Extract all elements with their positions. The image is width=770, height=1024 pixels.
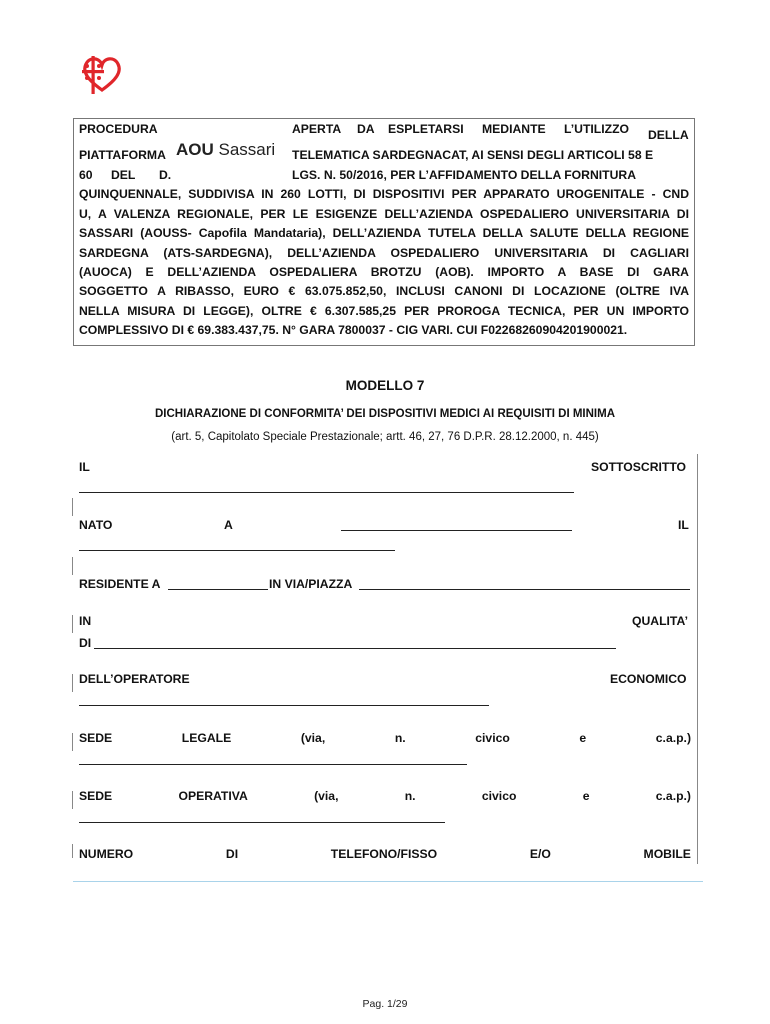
label-qualita: QUALITA’	[632, 614, 688, 628]
registered-office-field[interactable]	[79, 764, 467, 765]
sede-operativa-row	[79, 789, 691, 803]
label-in-via: IN VIA/PIAZZA	[269, 577, 353, 591]
birthdate-field[interactable]	[79, 550, 395, 551]
procedure-line: COMPLESSIVO DI € 69.383.437,75. N° GARA 7800037 - CIG VARI. CUI F02268260904201900021.	[79, 323, 628, 337]
label-sottoscritto: SOTTOSCRITTO	[591, 460, 687, 474]
procedure-text: DELLA	[648, 128, 689, 142]
label-di: DI	[225, 847, 239, 861]
procedure-text: D.	[159, 168, 172, 182]
procedure-text: DA	[357, 122, 375, 136]
procedure-text: MEDIANTE	[482, 122, 546, 136]
label-n: n.	[404, 789, 416, 803]
label-nato: NATO	[79, 518, 113, 532]
model-title: MODELLO 7	[345, 378, 425, 393]
label-numero: NUMERO	[79, 847, 134, 861]
label-legale: LEGALE	[181, 731, 232, 745]
label-civico: civico	[475, 731, 510, 745]
label-via: (via,	[314, 789, 339, 803]
label-sede: SEDE	[79, 731, 113, 745]
label-operatore: DELL’OPERATORE	[79, 672, 190, 686]
operator-field[interactable]	[79, 705, 489, 706]
label-sede: SEDE	[79, 789, 113, 803]
operating-office-field[interactable]	[79, 822, 445, 823]
label-e: e	[582, 789, 590, 803]
label-eo: E/O	[529, 847, 551, 861]
declaration-note: (art. 5, Capitolato Speciale Prestazionale; artt. 46, 27, 76 D.P.R. 28.12.2000, n. 445)	[171, 431, 599, 443]
procedure-line: (AUOCA) E DELL’AZIENDA OSPEDALIERA BROTZU (AOB). IMPORTO A BASE DI GARA	[79, 265, 689, 279]
procedure-line: SASSARI (AOUSS- Capofila Mandataria), DELL’AZIENDA TUTELA DELLA SALUTE DELLA REGIONE	[79, 226, 689, 240]
procedure-line: NELLA MISURA DI LEGGE), OLTRE € 6.307.585,25 PER PROROGA TECNICA, PER UN IMPORTO	[79, 304, 689, 318]
label-economico: ECONOMICO	[610, 672, 687, 686]
label-n: n.	[394, 731, 406, 745]
label-e: e	[579, 731, 587, 745]
label-cap: c.a.p.)	[655, 731, 691, 745]
procedure-text: L’UTILIZZO	[564, 122, 629, 136]
procedure-text: ESPLETARSI	[388, 122, 464, 136]
procedure-text: APERTA	[292, 122, 342, 136]
residence-field[interactable]	[168, 589, 268, 590]
declaration-title: DICHIARAZIONE DI CONFORMITA’ DEI DISPOSITIVI MEDICI AI REQUISITI DI MINIMA	[154, 408, 616, 420]
label-a: A	[224, 518, 233, 532]
role-field[interactable]	[94, 648, 616, 649]
procedure-line: QUINQUENNALE, SUDDIVISA IN 260 LOTTI, DI DISPOSITIVI PER APPARATO UROGENITALE - CND	[79, 187, 689, 201]
name-field[interactable]	[79, 492, 574, 493]
hospital-heart-cross-icon	[80, 52, 128, 96]
label-di: DI	[79, 636, 92, 650]
page-number: Pag. 1/29	[362, 998, 408, 1010]
procedure-text: 60	[79, 168, 93, 182]
label-via: (via,	[300, 731, 326, 745]
procedure-line: U, A VALENZA REGIONALE, PER LE ESIGENZE DELL’AZIENDA OSPEDALIERO UNIVERSITARIA DI	[79, 207, 689, 221]
procedure-line: SARDEGNA (ATS-SARDEGNA), DELL’AZIENDA OSPEDALIERO UNIVERSITARIA DI CAGLIARI	[79, 246, 689, 260]
procedure-word: PROCEDURA	[79, 122, 158, 136]
procedure-text: TELEMATICA SARDEGNACAT, AI SENSI DEGLI ARTICOLI 58 E	[292, 148, 654, 162]
procedure-text: PIATTAFORMA	[79, 148, 166, 162]
page-separator	[73, 881, 703, 882]
label-operativa: OPERATIVA	[178, 789, 248, 803]
label-telefono: TELEFONO/FISSO	[330, 847, 438, 861]
birthplace-field[interactable]	[341, 530, 572, 531]
numero-row	[79, 847, 691, 861]
label-civico: civico	[481, 789, 517, 803]
procedure-line: SOGGETTO A RIBASSO, EURO € 63.075.852,50, INCLUSI CANONI DI LOCAZIONE (OLTRE IVA	[79, 284, 689, 298]
sede-legale-row	[79, 731, 691, 745]
label-mobile: MOBILE	[643, 847, 691, 861]
label-il: IL	[79, 460, 90, 474]
label-in: IN	[79, 614, 92, 628]
procedure-text: LGS. N. 50/2016, PER L’AFFIDAMENTO DELLA FORNITURA	[292, 168, 636, 182]
label-residente: RESIDENTE A	[79, 577, 161, 591]
label-il-date: IL	[678, 518, 689, 532]
procedure-text: DEL	[111, 168, 136, 182]
address-field[interactable]	[359, 589, 690, 590]
label-cap: c.a.p.)	[655, 789, 691, 803]
aou-sassari-logo-text: AOU Sassari	[176, 140, 276, 159]
